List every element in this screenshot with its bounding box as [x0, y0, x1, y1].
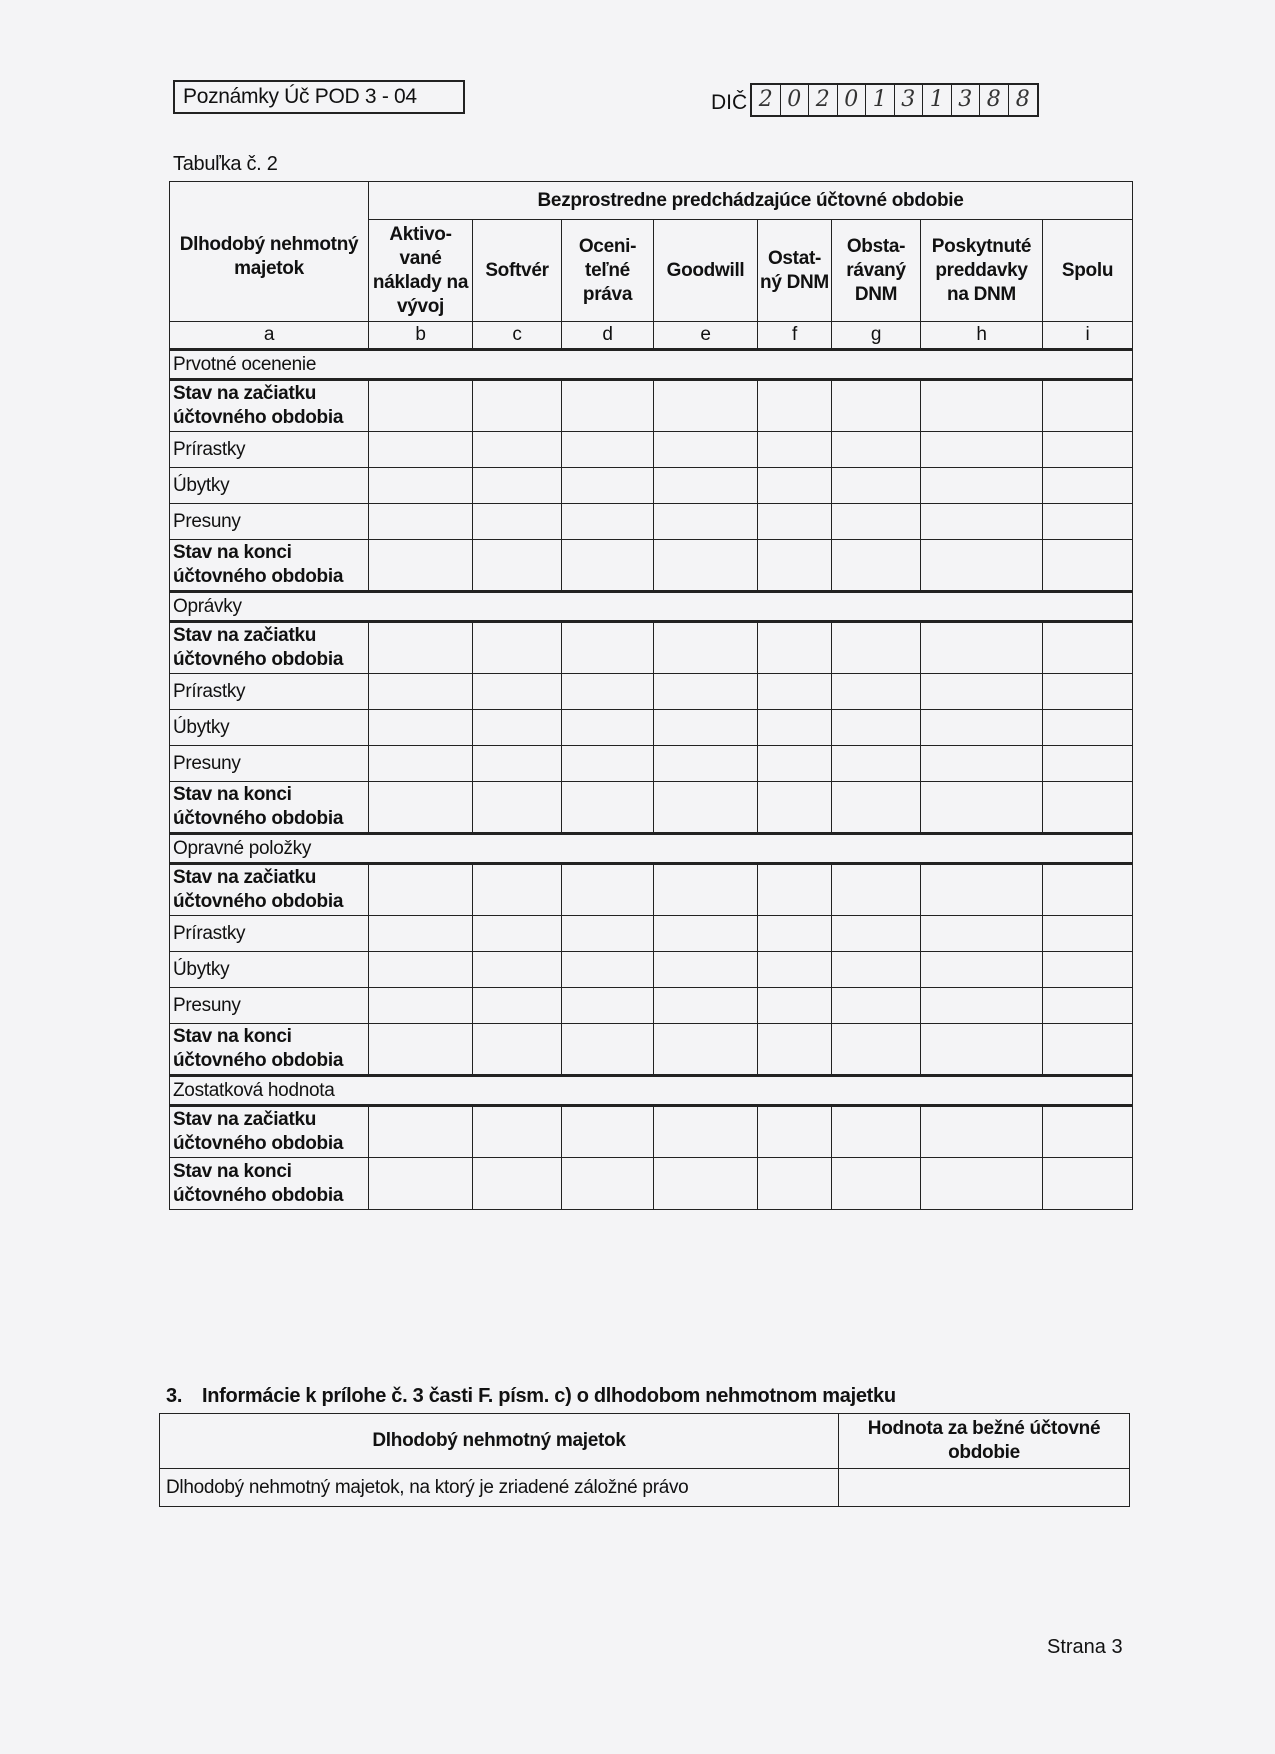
- value-cell[interactable]: [369, 674, 473, 710]
- value-cell[interactable]: [562, 988, 654, 1024]
- col-header-software: Softvér: [473, 220, 562, 322]
- value-cell[interactable]: [369, 1158, 473, 1210]
- dic-digit: 0: [781, 85, 810, 115]
- value-cell[interactable]: [562, 540, 654, 592]
- value-cell[interactable]: [921, 674, 1043, 710]
- value-cell[interactable]: [921, 746, 1043, 782]
- value-cell[interactable]: [1043, 1106, 1133, 1158]
- section-title: Prvotné ocenenie: [170, 350, 1133, 380]
- row-label: Prírastky: [170, 916, 369, 952]
- value-cell[interactable]: [562, 746, 654, 782]
- row-label: Stav na začiatku účtovného obdobia: [170, 864, 369, 916]
- value-cell[interactable]: [921, 1024, 1043, 1076]
- value-cell[interactable]: [1043, 432, 1133, 468]
- value-cell[interactable]: [473, 1158, 562, 1210]
- value-cell[interactable]: [562, 864, 654, 916]
- section-3-number: 3.: [166, 1385, 183, 1407]
- value-cell[interactable]: [654, 380, 758, 432]
- dic-digit: 0: [838, 85, 867, 115]
- value-cell[interactable]: [562, 1024, 654, 1076]
- dic-label: DIČ: [711, 91, 748, 114]
- row-label: Stav na konci účtovného obdobia: [170, 782, 369, 834]
- value-cell[interactable]: [654, 710, 758, 746]
- value-cell[interactable]: [758, 710, 832, 746]
- value-cell[interactable]: [1043, 710, 1133, 746]
- table-row: [170, 622, 1133, 674]
- value-cell[interactable]: [832, 468, 921, 504]
- table-row: [170, 746, 1133, 782]
- value-cell[interactable]: [654, 1158, 758, 1210]
- value-cell[interactable]: [832, 1024, 921, 1076]
- value-cell[interactable]: [473, 988, 562, 1024]
- value-cell[interactable]: [473, 782, 562, 834]
- value-cell[interactable]: [758, 988, 832, 1024]
- value-cell[interactable]: [369, 622, 473, 674]
- value-cell[interactable]: [758, 674, 832, 710]
- pledged-col-value-header: Hodnota za bežné účtovné obdobie: [839, 1414, 1130, 1469]
- dic-digit: 1: [866, 85, 895, 115]
- value-cell[interactable]: [832, 952, 921, 988]
- value-cell[interactable]: [369, 710, 473, 746]
- dic-digit: 8: [980, 85, 1009, 115]
- value-cell[interactable]: [369, 540, 473, 592]
- pledged-assets-table: [159, 1413, 1130, 1507]
- value-cell[interactable]: [654, 952, 758, 988]
- value-cell[interactable]: [369, 380, 473, 432]
- table-row: [170, 674, 1133, 710]
- col-letter: e: [654, 322, 758, 350]
- value-cell[interactable]: [654, 540, 758, 592]
- value-cell[interactable]: [654, 622, 758, 674]
- form-id-box: [173, 80, 465, 114]
- col-header-goodwill: Goodwill: [654, 220, 758, 322]
- value-cell[interactable]: [1043, 468, 1133, 504]
- value-cell[interactable]: [473, 674, 562, 710]
- value-cell[interactable]: [473, 916, 562, 952]
- value-cell[interactable]: [832, 864, 921, 916]
- value-cell[interactable]: [832, 504, 921, 540]
- intangible-assets-table: [169, 181, 1133, 1210]
- value-cell[interactable]: [832, 782, 921, 834]
- table-row: [170, 468, 1133, 504]
- row-label: Stav na konci účtovného obdobia: [170, 540, 369, 592]
- col-letter: a: [170, 322, 369, 350]
- dic-digit: 2: [809, 85, 838, 115]
- value-cell[interactable]: [473, 432, 562, 468]
- value-cell[interactable]: [1043, 674, 1133, 710]
- section-title: Oprávky: [170, 592, 1133, 622]
- row-label: Presuny: [170, 988, 369, 1024]
- table-row: [170, 504, 1133, 540]
- value-cell[interactable]: [758, 1024, 832, 1076]
- value-cell[interactable]: [473, 746, 562, 782]
- value-cell[interactable]: [921, 540, 1043, 592]
- value-cell[interactable]: [654, 468, 758, 504]
- row-label: Presuny: [170, 504, 369, 540]
- value-cell[interactable]: [562, 916, 654, 952]
- value-cell[interactable]: [921, 1158, 1043, 1210]
- row-header: Dlhodobý nehmotný majetok: [170, 182, 369, 322]
- row-label: Stav na začiatku účtovného obdobia: [170, 380, 369, 432]
- col-header-advances: Poskytnuté preddavky na DNM: [921, 220, 1043, 322]
- table-row: [170, 864, 1133, 916]
- value-cell[interactable]: [758, 1158, 832, 1210]
- value-cell[interactable]: [758, 380, 832, 432]
- value-cell[interactable]: [369, 782, 473, 834]
- value-cell[interactable]: [654, 782, 758, 834]
- dic-digit: 1: [923, 85, 952, 115]
- pledged-row-value[interactable]: [839, 1469, 1130, 1507]
- table-row: [170, 432, 1133, 468]
- form-id: Poznámky Úč POD 3 - 04: [183, 85, 417, 108]
- value-cell[interactable]: [832, 1158, 921, 1210]
- value-cell[interactable]: [832, 746, 921, 782]
- value-cell[interactable]: [1043, 746, 1133, 782]
- table-row: [170, 952, 1133, 988]
- value-cell[interactable]: [369, 988, 473, 1024]
- value-cell[interactable]: [654, 1024, 758, 1076]
- value-cell[interactable]: [369, 1106, 473, 1158]
- value-cell[interactable]: [921, 432, 1043, 468]
- value-cell[interactable]: [473, 1106, 562, 1158]
- value-cell[interactable]: [758, 746, 832, 782]
- group-header: Bezprostredne predchádzajúce účtovné obdobie: [369, 182, 1133, 220]
- dic-digit: 2: [752, 85, 781, 115]
- col-letter: i: [1043, 322, 1133, 350]
- value-cell[interactable]: [758, 432, 832, 468]
- value-cell[interactable]: [1043, 1024, 1133, 1076]
- row-label: Presuny: [170, 746, 369, 782]
- col-header-development: Aktivo- vané náklady na vývoj: [369, 220, 473, 322]
- value-cell[interactable]: [1043, 916, 1133, 952]
- value-cell[interactable]: [758, 864, 832, 916]
- value-cell[interactable]: [921, 1106, 1043, 1158]
- table-row: [170, 710, 1133, 746]
- value-cell[interactable]: [369, 864, 473, 916]
- section-3-title: Informácie k prílohe č. 3 časti F. písm. c) o dlhodobom nehmotnom majetku: [202, 1385, 896, 1407]
- page-number: Strana 3: [1047, 1636, 1123, 1658]
- value-cell[interactable]: [832, 916, 921, 952]
- value-cell[interactable]: [921, 952, 1043, 988]
- table-row: [170, 1158, 1133, 1210]
- value-cell[interactable]: [921, 916, 1043, 952]
- col-letter: h: [921, 322, 1043, 350]
- value-cell[interactable]: [921, 504, 1043, 540]
- value-cell[interactable]: [1043, 988, 1133, 1024]
- value-cell[interactable]: [473, 952, 562, 988]
- table-row: [170, 1106, 1133, 1158]
- value-cell[interactable]: [758, 504, 832, 540]
- table-caption: Tabuľka č. 2: [173, 153, 278, 175]
- value-cell[interactable]: [921, 622, 1043, 674]
- table-row: [170, 1024, 1133, 1076]
- value-cell[interactable]: [562, 622, 654, 674]
- row-label: Stav na konci účtovného obdobia: [170, 1024, 369, 1076]
- value-cell[interactable]: [832, 432, 921, 468]
- value-cell[interactable]: [369, 468, 473, 504]
- dic-digit: 3: [952, 85, 981, 115]
- value-cell[interactable]: [369, 746, 473, 782]
- row-label: Úbytky: [170, 468, 369, 504]
- value-cell[interactable]: [1043, 782, 1133, 834]
- value-cell[interactable]: [562, 468, 654, 504]
- value-cell[interactable]: [473, 380, 562, 432]
- section-3-heading: [166, 1385, 896, 1408]
- col-letter: b: [369, 322, 473, 350]
- value-cell[interactable]: [832, 988, 921, 1024]
- col-header-valuable-rights: Oceni- teľné práva: [562, 220, 654, 322]
- value-cell[interactable]: [1043, 952, 1133, 988]
- value-cell[interactable]: [473, 710, 562, 746]
- value-cell[interactable]: [758, 952, 832, 988]
- pledged-col-asset-header: Dlhodobý nehmotný majetok: [160, 1414, 839, 1469]
- value-cell[interactable]: [562, 504, 654, 540]
- col-letter: d: [562, 322, 654, 350]
- dic-boxes: [750, 83, 1039, 117]
- value-cell[interactable]: [921, 782, 1043, 834]
- dic-digit: 3: [895, 85, 924, 115]
- value-cell[interactable]: [473, 622, 562, 674]
- value-cell[interactable]: [832, 710, 921, 746]
- value-cell[interactable]: [473, 468, 562, 504]
- value-cell[interactable]: [562, 674, 654, 710]
- value-cell[interactable]: [654, 1106, 758, 1158]
- value-cell[interactable]: [832, 622, 921, 674]
- value-cell[interactable]: [654, 746, 758, 782]
- value-cell[interactable]: [473, 864, 562, 916]
- col-header-other-dnm: Ostat- ný DNM: [758, 220, 832, 322]
- pledged-row-label: Dlhodobý nehmotný majetok, na ktorý je zriadené záložné právo: [160, 1469, 839, 1507]
- row-label: Stav na začiatku účtovného obdobia: [170, 622, 369, 674]
- value-cell[interactable]: [473, 1024, 562, 1076]
- row-label: Stav na konci účtovného obdobia: [170, 1158, 369, 1210]
- value-cell[interactable]: [562, 432, 654, 468]
- value-cell[interactable]: [562, 1158, 654, 1210]
- value-cell[interactable]: [1043, 540, 1133, 592]
- value-cell[interactable]: [921, 710, 1043, 746]
- value-cell[interactable]: [562, 782, 654, 834]
- value-cell[interactable]: [1043, 864, 1133, 916]
- value-cell[interactable]: [832, 674, 921, 710]
- value-cell[interactable]: [369, 1024, 473, 1076]
- value-cell[interactable]: [921, 864, 1043, 916]
- value-cell[interactable]: [921, 468, 1043, 504]
- value-cell[interactable]: [562, 952, 654, 988]
- table-row: [170, 988, 1133, 1024]
- value-cell[interactable]: [369, 916, 473, 952]
- value-cell[interactable]: [473, 540, 562, 592]
- value-cell[interactable]: [758, 782, 832, 834]
- value-cell[interactable]: [921, 988, 1043, 1024]
- section-title: Zostatková hodnota: [170, 1076, 1133, 1106]
- row-label: Úbytky: [170, 710, 369, 746]
- row-label: Stav na začiatku účtovného obdobia: [170, 1106, 369, 1158]
- value-cell[interactable]: [654, 916, 758, 952]
- value-cell[interactable]: [473, 504, 562, 540]
- value-cell[interactable]: [369, 432, 473, 468]
- table-row: [170, 916, 1133, 952]
- value-cell[interactable]: [654, 504, 758, 540]
- table-row: [170, 540, 1133, 592]
- value-cell[interactable]: [832, 1106, 921, 1158]
- value-cell[interactable]: [758, 540, 832, 592]
- value-cell[interactable]: [369, 952, 473, 988]
- value-cell[interactable]: [1043, 504, 1133, 540]
- col-letter: f: [758, 322, 832, 350]
- row-label: Úbytky: [170, 952, 369, 988]
- col-letter: g: [832, 322, 921, 350]
- value-cell[interactable]: [562, 1106, 654, 1158]
- dic-digit: 8: [1015, 87, 1030, 112]
- value-cell[interactable]: [832, 380, 921, 432]
- value-cell[interactable]: [654, 988, 758, 1024]
- table-row: [170, 380, 1133, 432]
- value-cell[interactable]: [758, 468, 832, 504]
- row-label: Prírastky: [170, 674, 369, 710]
- row-label: Prírastky: [170, 432, 369, 468]
- value-cell[interactable]: [758, 916, 832, 952]
- value-cell[interactable]: [654, 864, 758, 916]
- value-cell[interactable]: [1043, 622, 1133, 674]
- value-cell[interactable]: [654, 674, 758, 710]
- value-cell[interactable]: [369, 504, 473, 540]
- col-header-total: Spolu: [1043, 220, 1133, 322]
- value-cell[interactable]: [1043, 1158, 1133, 1210]
- value-cell[interactable]: [1043, 380, 1133, 432]
- value-cell[interactable]: [758, 1106, 832, 1158]
- value-cell[interactable]: [562, 710, 654, 746]
- value-cell[interactable]: [562, 380, 654, 432]
- section-title: Opravné položky: [170, 834, 1133, 864]
- value-cell[interactable]: [758, 622, 832, 674]
- col-header-acquired-dnm: Obsta- rávaný DNM: [832, 220, 921, 322]
- value-cell[interactable]: [832, 540, 921, 592]
- value-cell[interactable]: [654, 432, 758, 468]
- value-cell[interactable]: [921, 380, 1043, 432]
- table-row: [170, 782, 1133, 834]
- col-letter: c: [473, 322, 562, 350]
